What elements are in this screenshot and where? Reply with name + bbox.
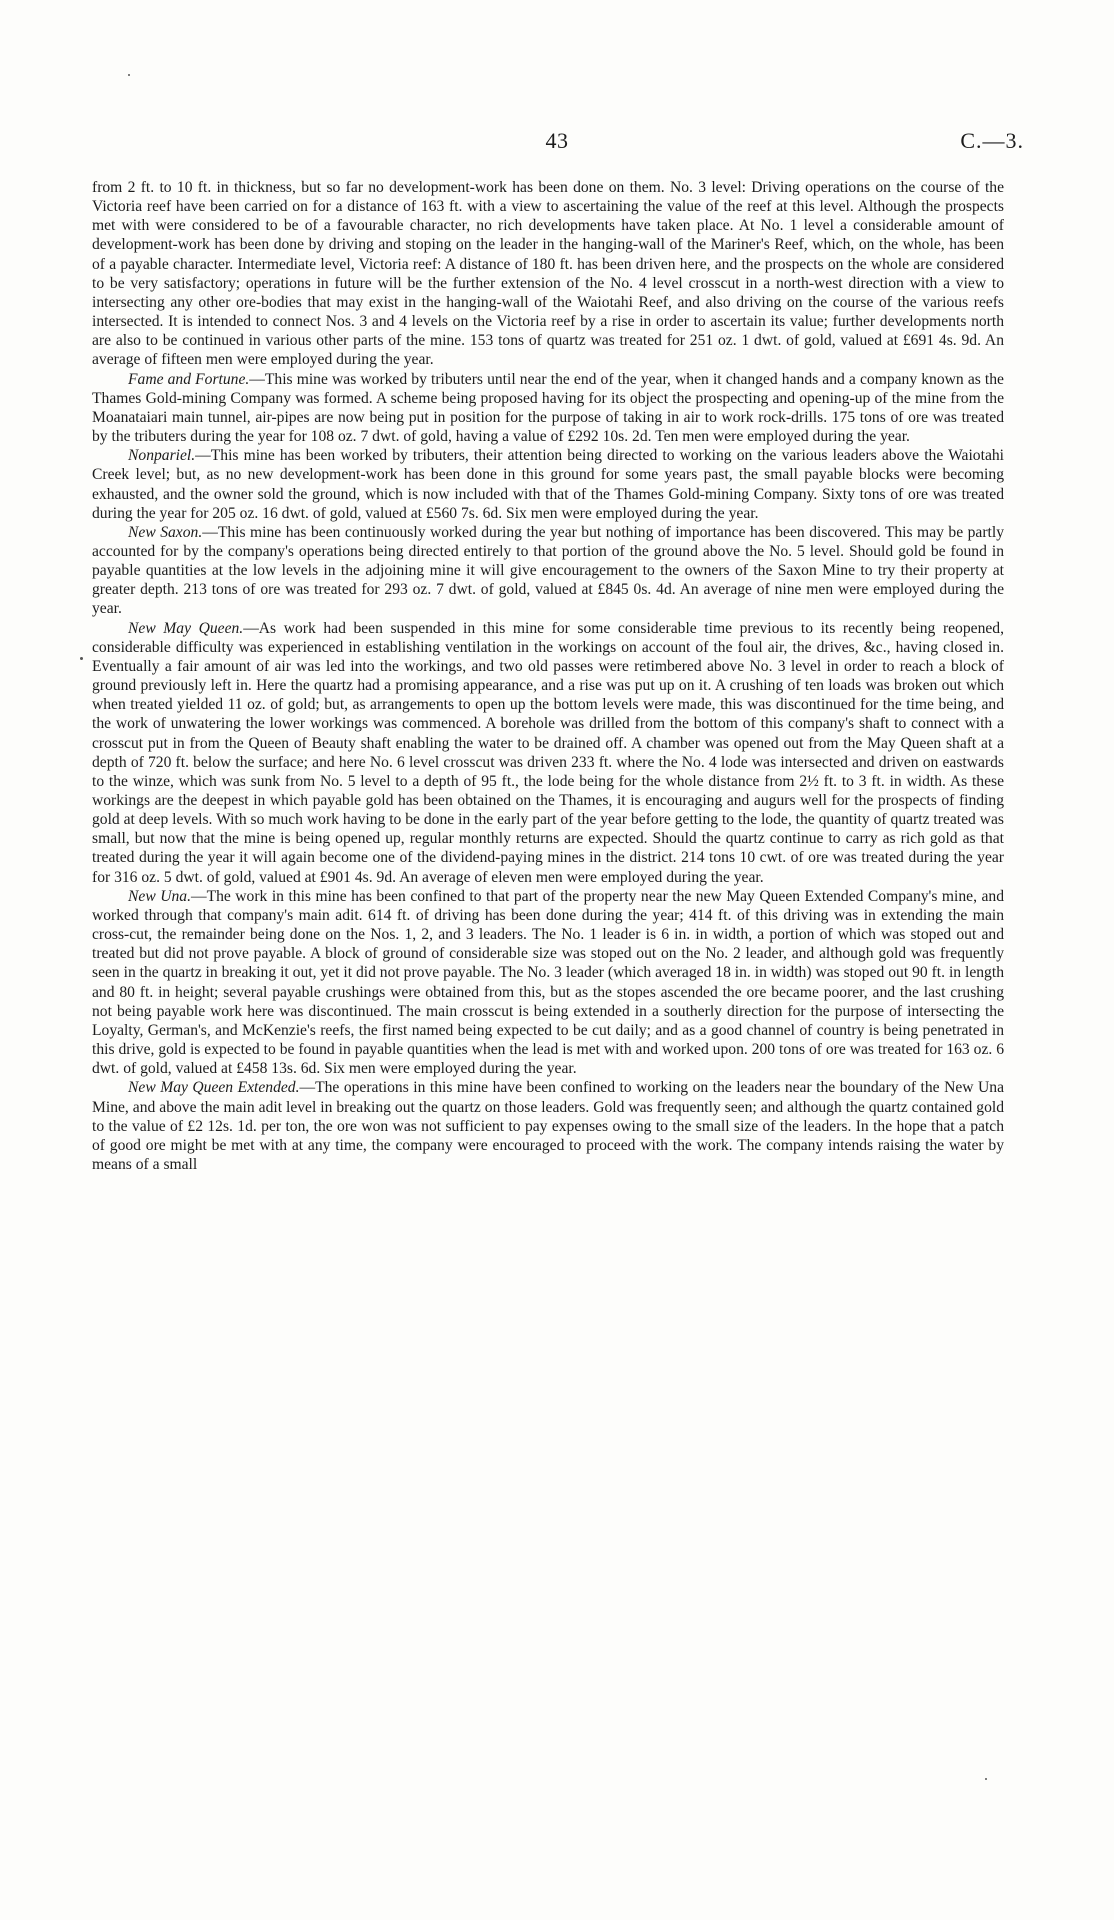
scan-speck — [128, 74, 130, 76]
paragraph-text: —This mine was worked by tributers until near the end of the year, when it changed hands and a company known as the Thames Gold-mining Company was formed. A scheme being proposed having for its object the prospecting and opening-up of the mine from the Moanataiari main tunnel, air-pipes are now being put in position for the purpose of taking in air to work rock-drills. 175 tons of ore was treated by the tributers during the year for 108 oz. 7 dwt. of gold, having a value of £292 10s. 2d. Ten men were employed during the year. — [92, 370, 1004, 446]
paragraph-new-may-queen-extended — [92, 1078, 1004, 1174]
paragraph-title: New May Queen Extended. — [128, 1079, 300, 1097]
paragraph-title: Nonpariel. — [128, 447, 196, 465]
scan-speck — [985, 1778, 987, 1780]
paragraph-text: —This mine has been continuously worked during the year but nothing of importance has been discovered. This may be partly accounted for by the company's operations being directed entirely to that portion of the ground above the No. 5 level. Should gold be found in payable quantities at the low levels in the adjoining mine it will give encouragement to the owners of the Saxon Mine to try their property at greater depth. 213 tons of ore was treated for 293 oz. 7 dwt. of gold, valued at £845 0s. 4d. An average of nine men were employed during the year. — [92, 523, 1004, 618]
document-reference: C.—3. — [960, 128, 1024, 153]
paragraph-title: New Una. — [128, 887, 191, 905]
paragraph-title: Fame and Fortune. — [128, 370, 250, 388]
paragraph-text: —The work in this mine has been confined to that part of the property near the new May Queen Extended Company's mine, and worked through that company's main adit. 614 ft. of driving has been done during the year; 414 ft. of this driving was in extending the main cross-cut, the remainder being done on the Nos. 1, 2, and 3 leaders. The No. 1 leader is 6 in. in width, a portion of which was stoped out and treated but did not prove payable. A block of ground of considerable size was stoped out on the No. 2 leader, and although gold was frequently seen in the quartz in breaking it out, yet it did not prove payable. The No. 3 leader (which averaged 18 in. in width) was stoped out 90 ft. in length and 80 ft. in height; several payable crushings were obtained from this, but as the stopes ascended the ore became poorer, and the last crushing not being payable work here was discontinued. The main crosscut is being extended in a southerly direction for the purpose of intersecting the Loyalty, German's, and McKenzie's reefs, the first named being expected to be cut daily; and as a good channel of country is being penetrated in this drive, gold is expected to be found in payable quantities when the lead is met with and worked upon. 200 tons of ore was treated for 163 oz. 6 dwt. of gold, valued at £458 13s. 6d. Six men were employed during the year. — [92, 887, 1004, 1078]
page-number: 43 — [545, 128, 569, 153]
paragraph-new-may-queen — [92, 619, 1004, 887]
paragraph-title: New Saxon. — [128, 523, 203, 541]
body-text — [92, 178, 1004, 1174]
paragraph-victoria-reef — [92, 178, 1004, 370]
paragraph-text: —This mine has been worked by tributers, their attention being directed to working on the various leaders above the Waiotahi Creek level; but, as no new development-work has been done in this ground for some years past, the small payable blocks were becoming exhausted, and the owner sold the ground, which is now included with that of the Thames Gold-mining Company. Sixty tons of ore was treated during the year for 205 oz. 16 dwt. of gold, valued at £560 7s. 6d. Six men were employed during the year. — [92, 447, 1004, 522]
scan-speck — [80, 657, 83, 660]
page-header — [90, 128, 1024, 160]
paragraph-new-saxon — [92, 523, 1004, 619]
paragraph-fame-and-fortune — [92, 370, 1004, 447]
paragraph-new-una — [92, 887, 1004, 1079]
paragraph-title: New May Queen. — [128, 619, 244, 637]
paragraph-text: —The operations in this mine have been confined to working on the leaders near the boundary of the New Una Mine, and above the main adit level in breaking out the quartz on those leaders. Gold was frequently seen; and although the quartz contained gold to the value of £2 12s. 1d. per ton, the ore won was not sufficient to pay expenses owing to the small size of the leaders. In the hope that a patch of good ore might be met with at any time, the company were encouraged to proceed with the work. The company intends raising the water by means of a small — [92, 1079, 1005, 1173]
paragraph-text: —As work had been suspended in this mine for some considerable time previous to its recently being reopened, considerable difficulty was experienced in establishing ventilation in the workings on account of the foul air, the drives, &c., having closed in. Eventually a fair amount of air was led into the workings, and two old passes were retimbered above No. 3 level in order to reach a block of ground previously left in. Here the quartz had a promising appearance, and a rise was put up on it. A crushing of ten loads was broken out which when treated yielded 11 oz. of gold; but, as arrangements to open up the bottom levels were made, this was discontinued for the time being, and the work of unwatering the lower workings was commenced. A borehole was drilled from the bottom of this company's shaft to connect with a crosscut put in from the Queen of Beauty shaft enabling the water to be drained off. A chamber was opened out from the May Queen shaft at a depth of 720 ft. below the surface; and here No. 6 level crosscut was driven 233 ft. where the No. 4 lode was intersected and driven on eastwards to the winze, which was sunk from No. 5 level to a depth of 95 ft., the lode being for the whole distance from 2½ ft. to 3 ft. in width. As these workings are the deepest in which payable gold has been obtained on the Thames, it is encouraging and augurs well for the prospects of finding gold at deep levels. With so much work having to be done in the early part of the year before getting to the lode, the quantity of quartz treated was small, but now that the mine is being opened up, regular monthly returns are expected. Should the quartz continue to carry as rich gold as that treated during the year it will again become one of the dividend-paying mines in the district. 214 tons 10 cwt. of ore was treated during the year for 316 oz. 5 dwt. of gold, valued at £901 4s. 9d. An average of eleven men were employed during the year. — [92, 619, 1004, 886]
paragraph-nonpariel — [92, 446, 1004, 523]
paragraph-text: from 2 ft. to 10 ft. in thickness, but so far no development-work has been done on them. No. 3 level: Driving operations on the course of the Victoria reef have been carried on for a distance of 163 ft. with a view to ascertaining the value of the reef at this level. Although the prospects met with were considered to be of a favourable character, no rich developments have taken place. At No. 1 level a considerable amount of development-work has been done by driving and stoping on the leader in the hanging-wall of the Mariner's Reef, which, on the whole, has been of a payable character. Intermediate level, Victoria reef: A distance of 180 ft. has been driven here, and the prospects on the whole are considered to be very satisfactory; operations in future will be the further extension of the No. 4 level crosscut in a north-west direction with a view to intersecting any other ore-bodies that may exist in the hanging-wall of the Waiotahi Reef, and also driving on the course of the various reefs intersected. It is intended to connect Nos. 3 and 4 levels on the Victoria reef by a rise in order to ascertain its value; further developments north are also to be continued in various other parts of the mine. 153 tons of quartz was treated for 251 oz. 1 dwt. of gold, valued at £691 4s. 9d. An average of fifteen men were employed during the year. — [92, 179, 1004, 369]
